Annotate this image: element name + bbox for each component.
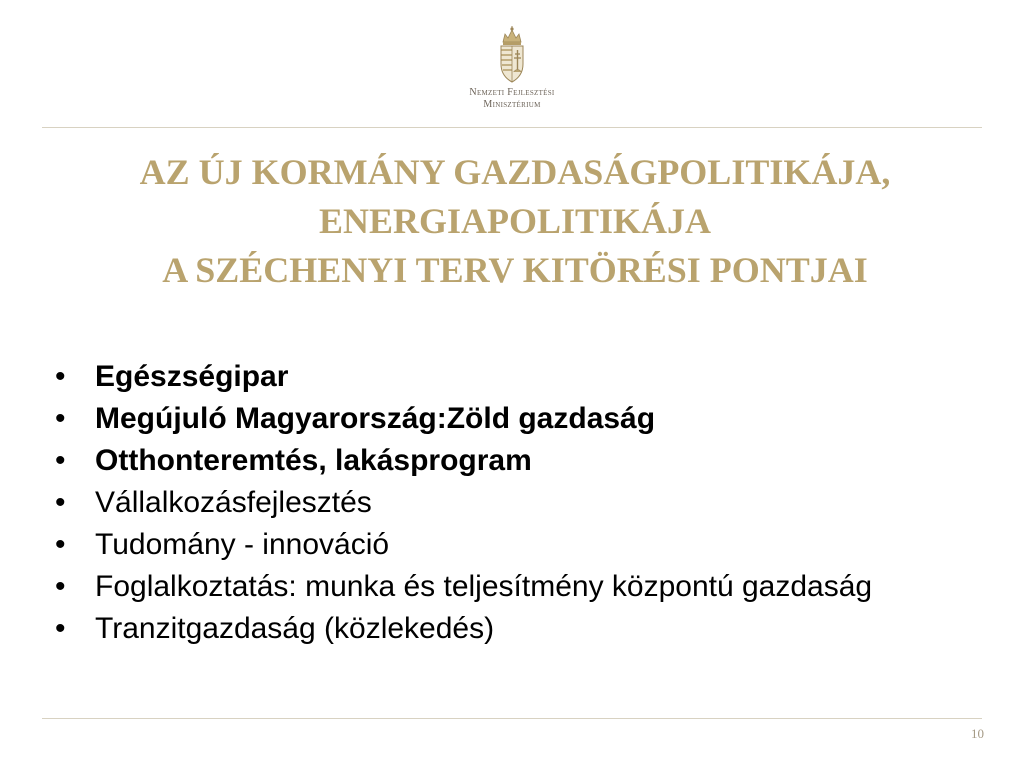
bullet-item (55, 528, 975, 562)
bullet-text: Tudomány - innováció (95, 528, 390, 561)
bullet-dot: • (55, 444, 66, 477)
ministry-name (412, 87, 612, 111)
bullet-dot: • (55, 612, 66, 645)
bullet-item (55, 570, 975, 604)
bullet-text: Megújuló Magyarország:Zöld gazdaság (95, 402, 656, 435)
coat-of-arms-logo (497, 26, 527, 84)
ministry-name-line1: Nemzeti Fejlesztési (469, 87, 555, 98)
slide-title-line1: AZ ÚJ KORMÁNY GAZDASÁGPOLITIKÁJA, (139, 152, 891, 192)
bullet-item (55, 612, 975, 646)
bullet-text: Foglalkoztatás: munka és teljesítmény központú gazdaság (95, 570, 873, 603)
slide-title-line3: A SZÉCHENYI TERV KITÖRÉSI PONTJAI (162, 250, 868, 290)
bullet-item (55, 360, 975, 394)
bullet-text: Tranzitgazdaság (közlekedés) (95, 612, 495, 645)
bullet-text: Vállalkozásfejlesztés (95, 486, 372, 519)
bullet-dot: • (55, 570, 66, 603)
bullet-dot: • (55, 528, 66, 561)
slide-title (40, 148, 990, 295)
page-number: 10 (971, 726, 984, 741)
bullet-dot: • (55, 402, 66, 435)
bullet-text: Otthonteremtés, lakásprogram (95, 444, 532, 477)
bullet-item (55, 402, 975, 436)
bullet-dot: • (55, 360, 66, 393)
bullet-dot: • (55, 486, 66, 519)
bullet-item (55, 486, 975, 520)
bullet-list (55, 360, 975, 654)
slide-title-line2: ENERGIAPOLITIKÁJA (318, 201, 712, 241)
header-divider (42, 127, 982, 128)
footer-divider (42, 718, 982, 719)
bullet-text: Egészségipar (95, 360, 289, 393)
bullet-item (55, 444, 975, 478)
ministry-name-line2: Minisztérium (483, 99, 541, 110)
